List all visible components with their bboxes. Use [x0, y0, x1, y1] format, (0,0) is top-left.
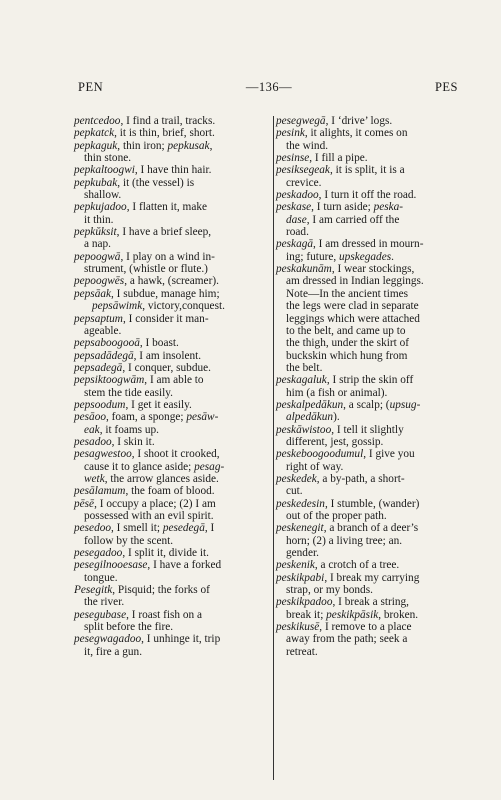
- headword: pesegadoo: [74, 547, 123, 560]
- text-line: [74, 300, 272, 312]
- text-line: [74, 127, 272, 139]
- text-line: [74, 510, 272, 522]
- text-line: [276, 399, 472, 411]
- definition-text: the thigh, under the skirt of: [286, 337, 409, 350]
- text-line: [276, 522, 472, 534]
- text-line: [276, 189, 472, 201]
- definition-text: , I conquer, subdue.: [122, 361, 211, 374]
- text-line: [74, 374, 272, 386]
- definition-text: , I am insolent.: [133, 349, 202, 362]
- definition-text: , I break a string,: [332, 596, 410, 609]
- headword: pepkaltoogwi: [74, 164, 135, 177]
- headword: peskakunām: [276, 263, 332, 276]
- definition-text: away from the path; seek a: [286, 633, 408, 646]
- text-line: [74, 473, 272, 485]
- headword: pepsaptum: [74, 312, 123, 325]
- definition-text: retreat.: [286, 645, 318, 658]
- headword: pesāoo: [74, 411, 107, 424]
- headword: pepkŭksit: [74, 226, 117, 239]
- headword: peskenik: [276, 559, 315, 572]
- text-line: [74, 140, 272, 152]
- headword: pepsadegā: [74, 361, 123, 374]
- definition-text: out of the proper path.: [286, 510, 387, 522]
- text-line: [276, 387, 472, 399]
- definition-text: crevice.: [286, 176, 322, 189]
- headword: pepkusak: [167, 139, 210, 152]
- definition-text: , victory,conquest.: [142, 300, 225, 313]
- definition-text: buckskin which hung from: [286, 349, 408, 362]
- definition-text: , the arrow glances aside.: [104, 472, 219, 485]
- definition-text: it, fire a gun.: [84, 645, 143, 658]
- text-line: [74, 362, 272, 374]
- headword: pesedegā: [162, 522, 205, 535]
- definition-text: , I am able to: [144, 374, 204, 387]
- text-line: [74, 448, 272, 460]
- headword: peska-: [373, 201, 404, 214]
- headword: pepsāak: [74, 287, 112, 300]
- headword: pesālamum: [74, 485, 126, 498]
- definition-text: , I get it easily.: [125, 398, 192, 411]
- text-line: [74, 535, 272, 547]
- text-line: [276, 164, 472, 176]
- text-line: [276, 584, 472, 596]
- definition-text: ).: [333, 411, 340, 424]
- definition-text: , I split it, divide it.: [122, 547, 209, 560]
- text-line: [74, 226, 272, 238]
- definition-text: , I tell it slightly: [331, 423, 404, 436]
- definition-text: possessed with an evil spirit.: [84, 510, 214, 522]
- text-line: [276, 350, 472, 362]
- definition-text: strument, (whistle or flute.): [84, 263, 208, 276]
- text-line: [74, 325, 272, 337]
- text-line: [276, 448, 472, 460]
- text-line: [74, 313, 272, 325]
- definition-text: , I: [204, 522, 215, 535]
- headword: pesāw-: [186, 411, 219, 424]
- definition-text: , I wear stockings,: [331, 263, 415, 276]
- headword: peskāwistoo: [276, 423, 332, 436]
- text-line: [276, 313, 472, 325]
- headword: pesegwagadoo: [74, 633, 142, 646]
- definition-text: cause it to glance aside;: [84, 460, 195, 473]
- definition-text: , it is thin, brief, short.: [114, 127, 215, 140]
- text-line: [276, 596, 472, 608]
- headword: peskikpabi: [276, 571, 325, 584]
- text-line: [74, 547, 272, 559]
- text-line: [74, 238, 272, 250]
- definition-text: a nap.: [84, 238, 111, 251]
- text-line: [74, 152, 272, 164]
- text-line: [74, 646, 272, 658]
- definition-text: , it (the vessel) is: [117, 176, 195, 189]
- text-line: [74, 633, 272, 645]
- definition-text: , it foams up.: [99, 423, 159, 436]
- definition-text: , a crotch of a tree.: [314, 559, 400, 572]
- text-line: [276, 263, 472, 275]
- text-line: [276, 535, 472, 547]
- headword: peskagā: [276, 238, 314, 251]
- headword: peskikpadoo: [276, 596, 333, 609]
- text-line: [74, 337, 272, 349]
- headword: pepsadādegā: [74, 349, 134, 362]
- definition-text: , I consider it man-: [122, 312, 209, 325]
- definition-text: , I flatten it, make: [126, 201, 208, 214]
- text-line: [74, 399, 272, 411]
- text-line: [74, 263, 272, 275]
- definition-text: ing; future,: [286, 250, 340, 263]
- headword: pesedoo: [74, 522, 112, 535]
- text-line: [74, 201, 272, 213]
- definition-text: , I turn it off the road.: [318, 189, 417, 202]
- definition-text: stem the tide easily.: [84, 386, 173, 399]
- definition-text: split before the fire.: [84, 621, 174, 634]
- definition-text: the river.: [84, 596, 125, 609]
- definition-text: , I play on a wind in-: [120, 250, 215, 263]
- text-line: [74, 387, 272, 399]
- definition-text: , I turn aside;: [311, 201, 374, 214]
- definition-text: ageable.: [84, 324, 122, 337]
- text-line: [276, 572, 472, 584]
- definition-text: , broken.: [378, 608, 419, 621]
- text-line: [276, 201, 472, 213]
- definition-text: , I strip the skin off: [326, 374, 414, 387]
- header-left-guide-word: PEN: [78, 80, 104, 94]
- definition-text: , a hawk, (screamer).: [124, 275, 219, 288]
- headword: pepsāwimk: [92, 300, 143, 313]
- definition-text: the belt.: [286, 361, 323, 374]
- definition-text: cut.: [286, 485, 303, 498]
- text-line: [74, 436, 272, 448]
- headword: dase: [286, 213, 307, 226]
- text-line: [276, 461, 472, 473]
- column-divider: [273, 116, 274, 780]
- definition-text: follow by the scent.: [84, 534, 174, 547]
- headword: Pesegitk: [74, 584, 113, 597]
- text-line: [276, 547, 472, 559]
- headword: peskikusē: [276, 621, 320, 634]
- text-line: [276, 646, 472, 658]
- definition-text: , I smell it;: [111, 522, 163, 535]
- text-line: [276, 288, 472, 300]
- text-line: [74, 609, 272, 621]
- text-line: [74, 498, 272, 510]
- headword: pepoogwēs: [74, 275, 125, 288]
- text-line: [276, 337, 472, 349]
- definition-text: Note—In the ancient times: [286, 287, 409, 300]
- text-line: [276, 251, 472, 263]
- headword: pepsoodum: [74, 398, 126, 411]
- left-column: [74, 115, 272, 658]
- text-line: [276, 424, 472, 436]
- headword: pesink: [276, 127, 305, 140]
- definition-text: , foam, a sponge;: [106, 411, 187, 424]
- definition-text: , I have a brief sleep,: [116, 226, 212, 239]
- headword: alpedākun: [286, 411, 334, 424]
- text-line: [276, 177, 472, 189]
- headword: pepsiktoogwām: [74, 374, 145, 387]
- definition-text: , I give you: [363, 448, 415, 461]
- headword: peskagaluk: [276, 374, 327, 387]
- definition-text: gender.: [286, 547, 319, 560]
- text-line: [74, 411, 272, 423]
- headword: pesegwegā: [276, 115, 326, 127]
- headword: eak: [84, 423, 100, 436]
- definition-text: , I subdue, manage him;: [111, 287, 220, 300]
- text-line: [74, 522, 272, 534]
- headword: peskadoo: [276, 189, 319, 202]
- headword: wetk: [84, 472, 105, 485]
- text-line: [276, 485, 472, 497]
- headword: pesegilnooesase: [74, 559, 148, 572]
- definition-text: break it;: [286, 608, 327, 621]
- text-line: [276, 621, 472, 633]
- text-line: [276, 115, 472, 127]
- definition-text: , I remove to a place: [319, 621, 412, 634]
- text-line: [74, 251, 272, 263]
- definition-text: right of way.: [286, 460, 344, 473]
- text-line: [276, 362, 472, 374]
- definition-text: leggings which were attached: [286, 312, 420, 325]
- text-line: [276, 127, 472, 139]
- text-line: [74, 214, 272, 226]
- text-line: [276, 300, 472, 312]
- text-line: [74, 115, 272, 127]
- text-line: [74, 424, 272, 436]
- headword: upsug-: [389, 398, 421, 411]
- definition-text: , Pisquid; the forks of: [112, 584, 210, 597]
- headword: peskase: [276, 201, 312, 214]
- definition-text: , I break my carrying: [324, 571, 420, 584]
- headword: pepkaguk: [74, 139, 118, 152]
- text-line: [276, 140, 472, 152]
- definition-text: ,: [209, 139, 213, 152]
- definition-text: , the foam of blood.: [125, 485, 215, 498]
- headword: pepkatck: [74, 127, 115, 140]
- definition-text: , it is split, it is a: [329, 164, 405, 177]
- headword: peskedek: [276, 472, 317, 485]
- definition-text: , a by-path, a short-: [316, 472, 405, 485]
- headword: upskegades: [339, 250, 392, 263]
- definition-text: tongue.: [84, 571, 118, 584]
- definition-text: , I stumble, (wander): [324, 497, 420, 510]
- text-line: [276, 436, 472, 448]
- text-line: [74, 584, 272, 596]
- text-line: [276, 238, 472, 250]
- definition-text: it thin.: [84, 213, 114, 226]
- text-line: [276, 214, 472, 226]
- text-line: [74, 177, 272, 189]
- definition-text: , thin iron;: [117, 139, 168, 152]
- headword: pesegubase: [74, 608, 127, 621]
- definition-text: , I find a trail, tracks.: [120, 115, 216, 127]
- page-number: —136—: [245, 80, 293, 94]
- definition-text: , I boast.: [139, 337, 179, 350]
- headword: pepkujadoo: [74, 201, 127, 214]
- definition-text: him (a fish or animal).: [286, 386, 388, 399]
- text-line: [74, 559, 272, 571]
- right-column: [276, 115, 472, 658]
- definition-text: shallow.: [84, 189, 122, 202]
- text-line: [74, 350, 272, 362]
- definition-text: the wind.: [286, 139, 329, 152]
- headword: pēsē: [74, 497, 95, 510]
- text-line: [74, 164, 272, 176]
- definition-text: horn; (2) a living tree; an.: [286, 534, 403, 547]
- definition-text: to the belt, and came up to: [286, 324, 406, 337]
- headword: peskalpedākun: [276, 398, 344, 411]
- headword: pesinse: [276, 152, 310, 165]
- definition-text: the legs were clad in separate: [286, 300, 419, 313]
- text-line: [74, 621, 272, 633]
- definition-text: road.: [286, 226, 309, 239]
- headword: pesag-: [194, 460, 225, 473]
- headword: pesiksegeak: [276, 164, 330, 177]
- definition-text: , I ‘drive’ logs.: [325, 115, 393, 127]
- text-line: [276, 559, 472, 571]
- definition-text: , I skin it.: [111, 435, 155, 448]
- definition-text: , I have a forked: [147, 559, 222, 572]
- headword: pepsaboogooā: [74, 337, 140, 350]
- definition-text: , I occupy a place; (2) I am: [94, 497, 216, 510]
- definition-text: , I unhinge it, trip: [141, 633, 221, 646]
- headword: peskikpāsik: [326, 608, 379, 621]
- headword: peskenegit: [276, 522, 324, 535]
- text-line: [276, 633, 472, 645]
- headword: peskeboogoodumul: [276, 448, 364, 461]
- text-line: [74, 485, 272, 497]
- headword: pepkubak: [74, 176, 118, 189]
- text-line: [276, 226, 472, 238]
- headword: pentcedoo: [74, 115, 121, 127]
- definition-text: , a branch of a deer’s: [323, 522, 419, 535]
- text-line: [74, 288, 272, 300]
- text-line: [276, 498, 472, 510]
- header-right-guide-word: PES: [434, 80, 458, 94]
- text-line: [74, 596, 272, 608]
- headword: pesagwestoo: [74, 448, 132, 461]
- text-line: [276, 275, 472, 287]
- text-line: [74, 189, 272, 201]
- text-line: [276, 374, 472, 386]
- text-line: [276, 325, 472, 337]
- text-line: [276, 510, 472, 522]
- page-header: [76, 80, 462, 98]
- text-line: [74, 572, 272, 584]
- definition-text: thin stone.: [84, 152, 132, 165]
- headword: pesadoo: [74, 435, 112, 448]
- headword: peskedesin: [276, 497, 325, 510]
- definition-text: , I shoot it crooked,: [131, 448, 220, 461]
- text-line: [74, 275, 272, 287]
- definition-text: strap, or my bonds.: [286, 584, 373, 597]
- definition-text: .: [391, 250, 394, 263]
- headword: pepoogwā: [74, 250, 121, 263]
- definition-text: , I am dressed in mourn-: [313, 238, 424, 251]
- definition-text: , I have thin hair.: [134, 164, 212, 177]
- definition-text: , a scalp; (: [343, 398, 390, 411]
- text-line: [276, 609, 472, 621]
- text-line: [276, 411, 472, 423]
- definition-text: , I am carried off the: [306, 213, 400, 226]
- text-line: [276, 473, 472, 485]
- definition-text: am dressed in Indian leggings.: [286, 275, 424, 288]
- definition-text: , it alights, it comes on: [304, 127, 408, 140]
- definition-text: different, jest, gossip.: [286, 435, 384, 448]
- definition-text: , I roast fish on a: [126, 608, 203, 621]
- definition-text: , I fill a pipe.: [309, 152, 368, 165]
- text-line: [74, 461, 272, 473]
- text-line: [276, 152, 472, 164]
